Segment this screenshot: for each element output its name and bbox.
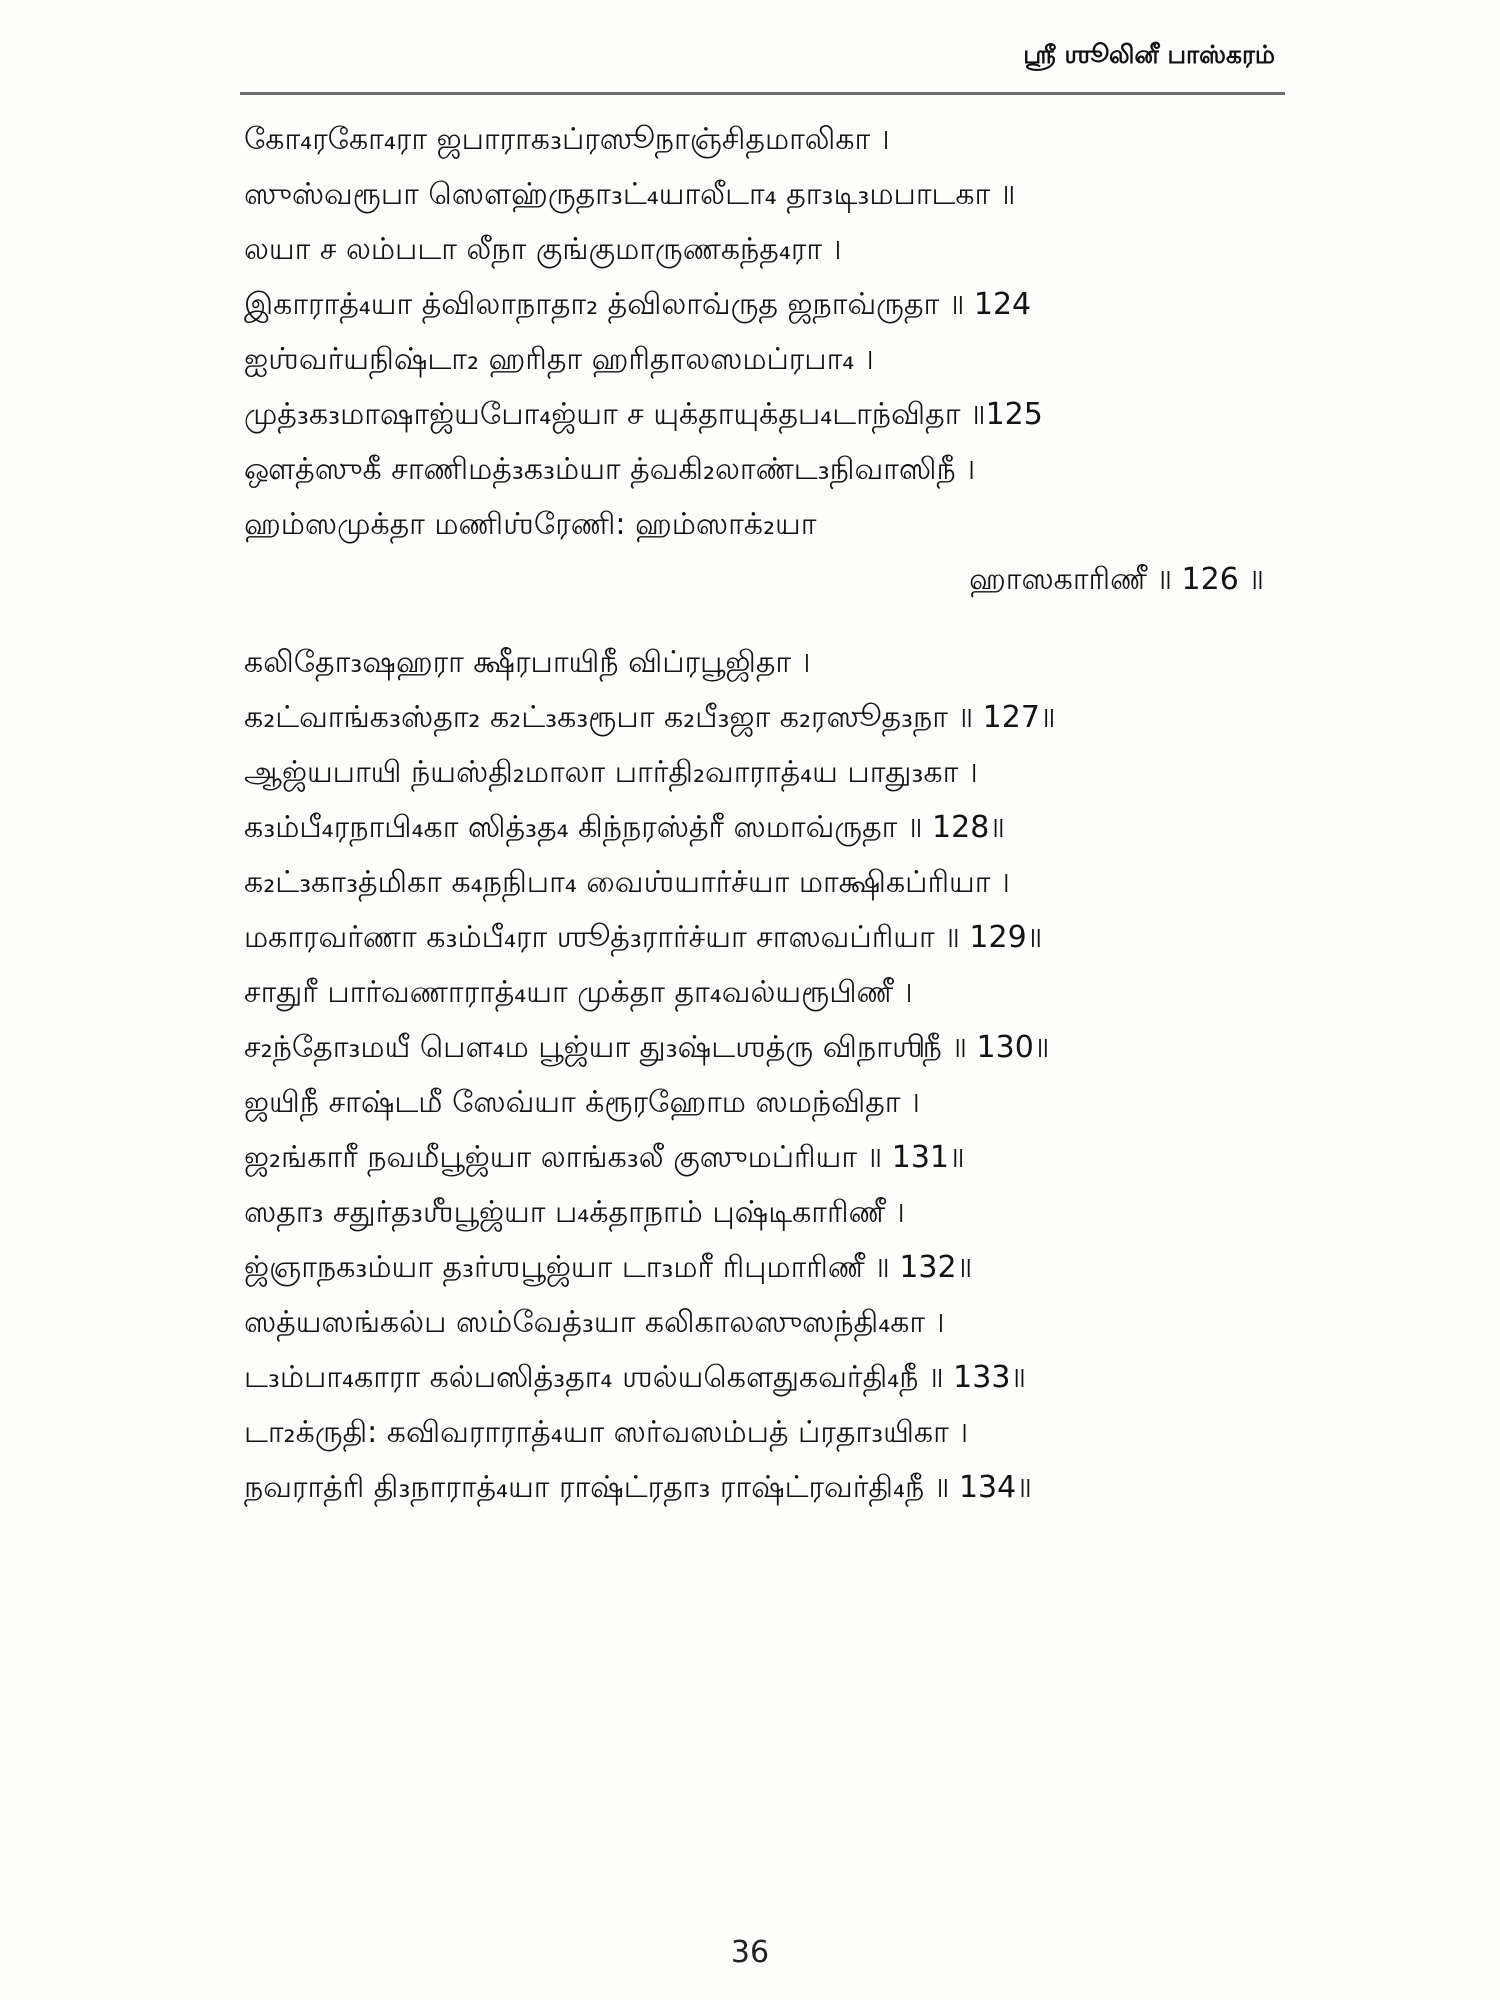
verse-line: ஜ₂ங்காரீ நவமீபூஜ்யா லாங்க₃லீ குஸுமப்ரியா ॥ 131॥ bbox=[244, 1140, 965, 1175]
page-number: 36 bbox=[730, 1935, 770, 1970]
verse-line: கோ₄ரகோ₄ரா ஜபாராக₃ப்ரஸூநாஞ்சிதமாலிகா । bbox=[244, 122, 890, 157]
verse-line: ச₂ந்தோ₃மயீ பௌ₄ம பூஜ்யா து₃ஷ்டஶத்ரு விநாஶிநீ ॥ 130॥ bbox=[244, 1030, 1050, 1065]
verse-line: கலிதோ₃ஷஹரா க்ஷீரபாயிநீ விப்ரபூஜிதா । bbox=[244, 645, 811, 680]
verse-line: ஆஜ்யபாயி ந்யஸ்தி₂மாலா பார்தி₂வாராத்₄ய பாது₃கா । bbox=[244, 755, 978, 790]
verse-line: ஸுஸ்வரூபா ஸௌஹ்ருதா₃ட்₄யாலீடா₄ தா₃டி₃மபாடகா ॥ bbox=[244, 177, 1016, 212]
verse-line: லயா ச லம்படா லீநா குங்குமாருணகந்த₄ரா । bbox=[244, 232, 842, 267]
verse-line: மகாரவர்ணா க₃ம்பீ₄ரா ஶூத்₃ரார்ச்யா சாஸவப்ரியா ॥ 129॥ bbox=[244, 920, 1043, 955]
verse-line: ஔத்ஸுகீ சாணிமத்₃க₃ம்யா த்வகி₂லாண்ட₃நிவாஸிநீ । bbox=[244, 452, 976, 487]
verse-line: சாதுரீ பார்வணாராத்₄யா முக்தா தா₄வல்யரூபிணீ । bbox=[244, 975, 913, 1010]
verse-block bbox=[244, 112, 1284, 1515]
verse-line: ஸதா₃ சதுர்த₃ஶீபூஜ்யா ப₄க்தாநாம் புஷ்டிகாரிணீ । bbox=[244, 1195, 905, 1230]
verse-line: நவராத்ரி தி₃நாராத்₄யா ராஷ்ட்ரதா₃ ராஷ்ட்ரவர்தி₄நீ ॥ 134॥ bbox=[244, 1470, 1032, 1505]
verse-line: ஸத்யஸங்கல்ப ஸம்வேத்₃யா கலிகாலஸுஸந்தி₄கா । bbox=[244, 1305, 945, 1340]
verse-line: ஜயிநீ சாஷ்டமீ ஸேவ்யா க்ரூரஹோம ஸமந்விதா । bbox=[244, 1085, 920, 1120]
verse-line-continuation: ஹாஸகாரிணீ ॥ 126 ॥ bbox=[969, 562, 1264, 597]
verse-line: க₂ட்₃கா₃த்மிகா க₄நநிபா₄ வைஶ்யார்ச்யா மாக்ஷிகப்ரியா । bbox=[244, 865, 1010, 900]
verse-line: இகாராத்₄யா த்விலாநாதா₂ த்விலாவ்ருத ஜநாவ்ருதா ॥ 124 bbox=[244, 287, 1032, 322]
verse-line: முத்₃க₃மாஷாஜ்யபோ₄ஜ்யா ச யுக்தாயுக்தப₄டாந்விதா ॥125 bbox=[244, 397, 1043, 432]
verse-line: ஜ்ஞாநக₃ம்யா த₃ர்ஶபூஜ்யா டா₃மரீ ரிபுமாரிணீ ॥ 132॥ bbox=[244, 1250, 973, 1285]
verse-line: ஹம்ஸமுக்தா மணிஶ்ரேணி꞉ ஹம்ஸாக்₂யா bbox=[244, 507, 817, 542]
verse-line: ஐஶ்வர்யநிஷ்டா₂ ஹரிதா ஹரிதாலஸமப்ரபா₄ । bbox=[244, 342, 874, 377]
verse-line: டா₂க்ருதி꞉ கவிவராராத்₄யா ஸர்வஸம்பத் ப்ரதா₃யிகா । bbox=[244, 1415, 969, 1450]
header-title: ஸ்ரீ ஶூலினீ பாஸ்கரம் bbox=[1023, 40, 1275, 69]
verse-line: ட₃ம்பா₄காரா கல்பஸித்₃தா₄ ஶல்யகௌதுகவர்தி₄நீ ॥ 133॥ bbox=[244, 1360, 1027, 1395]
verse-line: க₃ம்பீ₄ரநாபி₄கா ஸித்₃த₄ கிந்நரஸ்த்ரீ ஸமாவ்ருதா ॥ 128॥ bbox=[244, 810, 1005, 845]
running-header bbox=[240, 36, 1285, 95]
verse-line: க₂ட்வாங்க₃ஸ்தா₂ க₂ட்₃க₃ரூபா க₂பீ₃ஜா க₂ரஸூத₃நா ॥ 127॥ bbox=[244, 700, 1056, 735]
